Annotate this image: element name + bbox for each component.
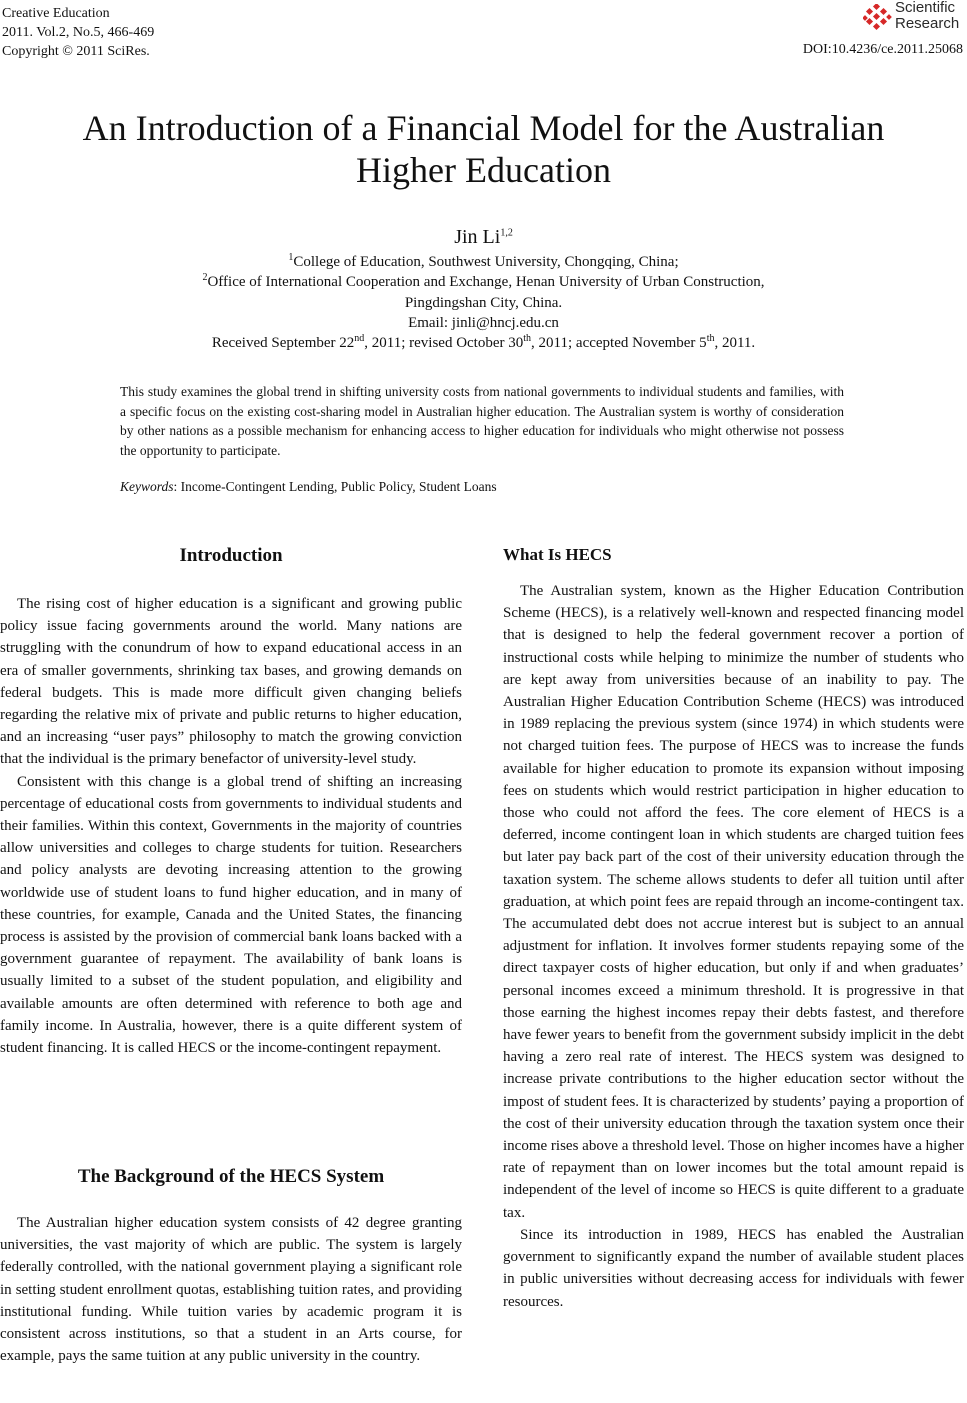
paper-title — [0, 107, 967, 191]
publisher-logo — [863, 0, 963, 36]
keywords-text: : Income-Contingent Lending, Public Policy, Student Loans — [173, 479, 497, 494]
ordinal-suffix: th — [706, 333, 715, 344]
affiliation-1-text: College of Education, Southwest University, Chongqing, China; — [293, 254, 679, 270]
paragraph: Consistent with this change is a global trend of shifting an increasing percentage of educational costs from governments to individual students and their families. Within this context, Governments in the majority of countries allow universities and colleges to charge students for tuition. Researchers and policy analysts are devoting increasing attention to the growing worldwide use of student loans to fund higher education, and in many of these countries, for example, Canada and the United States, the financing process is assisted by the provision of commercial bank loans backed with a government guarantee of repayment. The availability of bank loans is usually limited to a subset of the student population, and eligibility and available amounts are often determined with reference to both age and family income. In Australia, however, there is a quite different system of student financing. It is called HECS or the income-contingent repayment. — [0, 773, 462, 1057]
affiliation-2-city: Pingdingshan City, China. — [404, 295, 563, 311]
what-is-hecs-body — [503, 580, 964, 1313]
journal-name: Creative Education — [2, 6, 110, 21]
journal-volume: 2011. Vol.2, No.5, 466-469 — [2, 25, 155, 40]
author — [0, 226, 967, 249]
abstract: This study examines the global trend in shifting university costs from national governments to individual students and families, with a specific focus on the existing cost-sharing model in Australian higher education. The Australian system is worthy of consideration by other nations as a possible mechanism for enhancing access to higher education for individuals who might otherwise not possess the opportunity to participate. — [120, 384, 844, 458]
paragraph: Since its introduction in 1989, HECS has enabled the Australian government to significantly expand the number of available student places in public universities without decreasing access for individuals with fewer resources. — [503, 1226, 964, 1310]
paragraph: The Australian system, known as the Higher Education Contribution Scheme (HECS), is a relatively well-known and respected financing model that is designed to help the federal government recover a portion of instructional costs while helping to minimize the number of students who are kept away from universities because of an inability to pay. The Australian Higher Education Contribution Scheme (HECS) was introduced in 1989 replacing the previous system (since 1974) in which students were not charged tuition fees. The purpose of HECS was to increase the funds available for higher education to promote its expansion without imposing fees on students which would restrict participation in higher education to those who could not afford the fees. The core element of HECS is a deferred, income contingent loan in which students are charged tuition fees but later pay back part of the cost of their university education through the taxation system. The scheme allows students to defer all tuition until after graduation, at which point fees are repaid through an income-contingent tax. The accumulated debt does not accrue interest but is subject to an annual adjustment for inflation. It involves former students repaying some of the direct taxpayer costs of higher education, but only if and when graduates’ personal incomes exceed a minimum threshold. It is progressive in that those earning the highest incomes repay their debts fastest, and therefore have fewer years to benefit from the government subsidy implicit in the debt having a zero real rate of interest. The HECS system was designed to increase private contributions to the higher education sector without the impost of student fees. It is characterized by students’ paying a proportion of the cost of their university education through the taxation system once their income rises above a threshold level. Those on higher incomes have a higher rate of repayment than on lower incomes but the total amount repaid is independent of the level of income so HECS is quite different to a graduate tax. — [503, 583, 964, 1221]
doi: DOI:10.4236/ce.2011.25068 — [802, 42, 963, 57]
publisher-logo-icon — [863, 4, 893, 32]
background-body — [0, 1212, 462, 1367]
received-date: Received September 22 — [211, 335, 355, 351]
author-email: Email: jinli@hncj.edu.cn — [408, 315, 559, 331]
paper-title-line2: Higher Education — [356, 150, 611, 190]
keywords — [120, 477, 844, 497]
introduction-body — [0, 593, 462, 1059]
year: , 2011. — [714, 335, 756, 351]
journal-header — [2, 4, 154, 61]
publisher-name — [895, 0, 959, 32]
ordinal-suffix: nd — [354, 333, 365, 344]
paragraph: The Australian higher education system consists of 42 degree granting universities, the vast majority of which are public. The system is largely federally controlled, with the national government playing a significant role in setting student enrollment quotas, establishing tuition rates, and providing institutional funding. While tuition varies by academic program it is consistent across institutions, so that a student in an Arts course, for example, pays the same tuition at any public university in the country. — [0, 1215, 462, 1365]
affiliation-2-mark: 2 — [202, 272, 208, 283]
author-name: Jin Li — [454, 226, 501, 248]
affiliation-1 — [0, 251, 967, 273]
section-heading-what-is-hecs: What Is HECS — [503, 545, 612, 564]
publisher-name-line2: Research — [895, 15, 960, 32]
affiliation-2-text: Office of International Cooperation and Exchange, Henan University of Urban Construction, — [207, 274, 765, 290]
ordinal-suffix: th — [523, 333, 532, 344]
affiliation-1-mark: 1 — [288, 252, 294, 263]
section-heading-background: The Background of the HECS System — [77, 1166, 385, 1187]
submission-dates — [0, 332, 967, 354]
journal-copyright: Copyright © 2011 SciRes. — [2, 44, 150, 59]
affiliation-2 — [0, 271, 967, 293]
keywords-label: Keywords — [120, 479, 174, 494]
section-heading-introduction: Introduction — [179, 545, 283, 566]
author-affiliation-marks: 1,2 — [500, 227, 513, 239]
revised-date: , 2011; revised October 30 — [364, 335, 524, 351]
accepted-date: , 2011; accepted November 5 — [531, 335, 707, 351]
paper-title-line1: An Introduction of a Financial Model for the Australian — [82, 108, 885, 148]
paragraph: The rising cost of higher education is a significant and growing public policy issue facing governments around the world. Many nations are struggling with the conundrum of how to expand educational access in an era of smaller governments, shrinking tax bases, and growing demands on federal budgets. This is made more difficult given changing beliefs regarding the relative mix of private and public returns to higher education, and an increasing “user pays” philosophy to match the growing conviction that the individual is the primary benefactor of university-level study. — [0, 596, 462, 768]
publisher-name-line1: Scientific — [895, 0, 956, 16]
